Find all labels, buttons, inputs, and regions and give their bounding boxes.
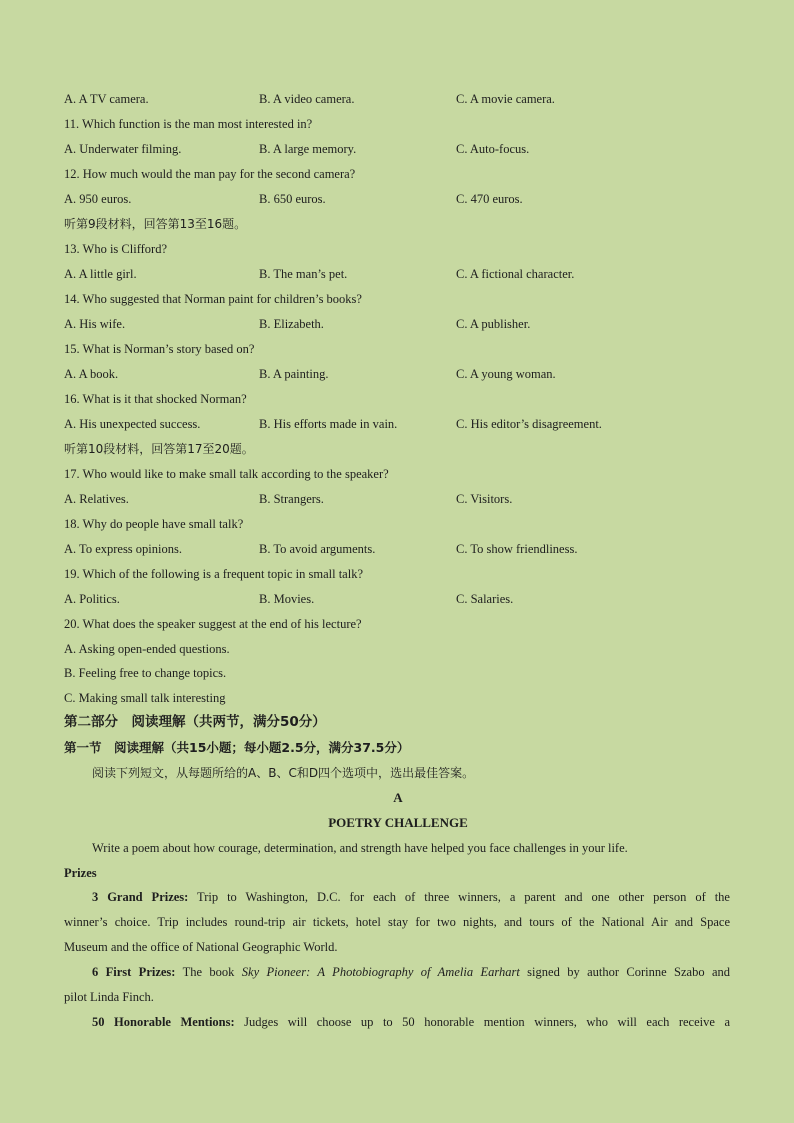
q18-stem: 18. Why do people have small talk? <box>64 517 244 531</box>
q15-option-c: C. A young woman. <box>456 367 556 381</box>
q14-option-a: A. His wife. <box>64 317 126 331</box>
q14-option-c: C. A publisher. <box>456 317 531 331</box>
q12-option-a: A. 950 euros. <box>64 192 132 206</box>
passage-intro: Write a poem about how courage, determination, and strength have helped you face challenges in your life. <box>92 841 628 855</box>
q16-stem: 16. What is it that shocked Norman? <box>64 392 247 406</box>
q15-option-b: B. A painting. <box>259 367 329 381</box>
q18-option-b: B. To avoid arguments. <box>259 542 376 556</box>
q20-stem: 20. What does the speaker suggest at the end of his lecture? <box>64 617 362 631</box>
q20-option-b: B. Feeling free to change topics. <box>64 666 227 680</box>
section1-heading: 第一节 阅读理解（共15小题；每小题2.5分，满分37.5分） <box>64 740 410 755</box>
q15-stem: 15. What is Norman’s story based on? <box>64 342 255 356</box>
instruction-material-9: 听第9段材料，回答第13至16题。 <box>64 217 247 231</box>
q14-stem: 14. Who suggested that Norman paint for children’s books? <box>64 292 362 306</box>
q12-option-c: C. 470 euros. <box>456 192 523 206</box>
grand-prize-line-1: 3 Grand Prizes: Trip to Washington, D.C. for each of three winners, a parent and one other person of the <box>92 890 730 904</box>
q18-option-a: A. To express opinions. <box>64 542 182 556</box>
q10-option-c: C. A movie camera. <box>456 92 555 106</box>
honorable-mentions-line: 50 Honorable Mentions: Judges will choose up to 50 honorable mention winners, who will each receive a <box>92 1015 730 1029</box>
instruction-material-10: 听第10段材料，回答第17至20题。 <box>64 442 254 456</box>
q15-option-a: A. A book. <box>64 367 119 381</box>
q16-option-a: A. His unexpected success. <box>64 417 201 431</box>
q13-option-b: B. The man’s pet. <box>259 267 348 281</box>
q13-stem: 13. Who is Clifford? <box>64 242 168 256</box>
part2-heading: 第二部分 阅读理解（共两节，满分50分） <box>64 714 326 730</box>
q13-option-a: A. A little girl. <box>64 267 137 281</box>
q17-option-c: C. Visitors. <box>456 492 513 506</box>
first-prize-line-1: 6 First Prizes: The book Sky Pioneer: A Photobiography of Amelia Earhart signed by author Corinne Szabo and <box>92 965 730 979</box>
q11-stem: 11. Which function is the man most interested in? <box>64 117 313 131</box>
q11-option-a: A. Underwater filming. <box>64 142 182 156</box>
q12-stem: 12. How much would the man pay for the second camera? <box>64 167 356 181</box>
q17-option-a: A. Relatives. <box>64 492 129 506</box>
section1-instruction: 阅读下列短文，从每题所给的A、B、C和D四个选项中，选出最佳答案。 <box>92 766 475 780</box>
passage-title: POETRY CHALLENGE <box>328 815 468 830</box>
passage-letter: A <box>393 790 403 805</box>
q16-option-b: B. His efforts made in vain. <box>259 417 398 431</box>
q13-option-c: C. A fictional character. <box>456 267 575 281</box>
q19-stem: 19. Which of the following is a frequent topic in small talk? <box>64 567 364 581</box>
q19-option-b: B. Movies. <box>259 592 315 606</box>
q16-option-c: C. His editor’s disagreement. <box>456 417 602 431</box>
grand-prize-line-2: winner’s choice. Trip includes round-trip air tickets, hotel stay for two nights, and tours of the National Air and Space <box>64 915 730 929</box>
q19-option-c: C. Salaries. <box>456 592 514 606</box>
prizes-heading: Prizes <box>64 866 97 880</box>
honorable-mentions-label: 50 Honorable Mentions: <box>92 1015 235 1029</box>
q10-option-a: A. A TV camera. <box>64 92 149 106</box>
q20-option-a: A. Asking open-ended questions. <box>64 642 230 656</box>
q10-option-b: B. A video camera. <box>259 92 355 106</box>
q14-option-b: B. Elizabeth. <box>259 317 324 331</box>
book-title: Sky Pioneer: A Photobiography of Amelia Earhart <box>241 965 520 979</box>
q12-option-b: B. 650 euros. <box>259 192 326 206</box>
q11-option-b: B. A large memory. <box>259 142 357 156</box>
grand-prize-label: 3 Grand Prizes: <box>92 890 189 904</box>
q17-option-b: B. Strangers. <box>259 492 324 506</box>
first-prize-line-2: pilot Linda Finch. <box>64 990 154 1004</box>
q19-option-a: A. Politics. <box>64 592 120 606</box>
first-prize-label: 6 First Prizes: <box>92 965 176 979</box>
grand-prize-line-3: Museum and the office of National Geographic World. <box>64 940 338 954</box>
q20-option-c: C. Making small talk interesting <box>64 691 226 705</box>
q11-option-c: C. Auto-focus. <box>456 142 530 156</box>
q17-stem: 17. Who would like to make small talk according to the speaker? <box>64 467 389 481</box>
q18-option-c: C. To show friendliness. <box>456 542 578 556</box>
